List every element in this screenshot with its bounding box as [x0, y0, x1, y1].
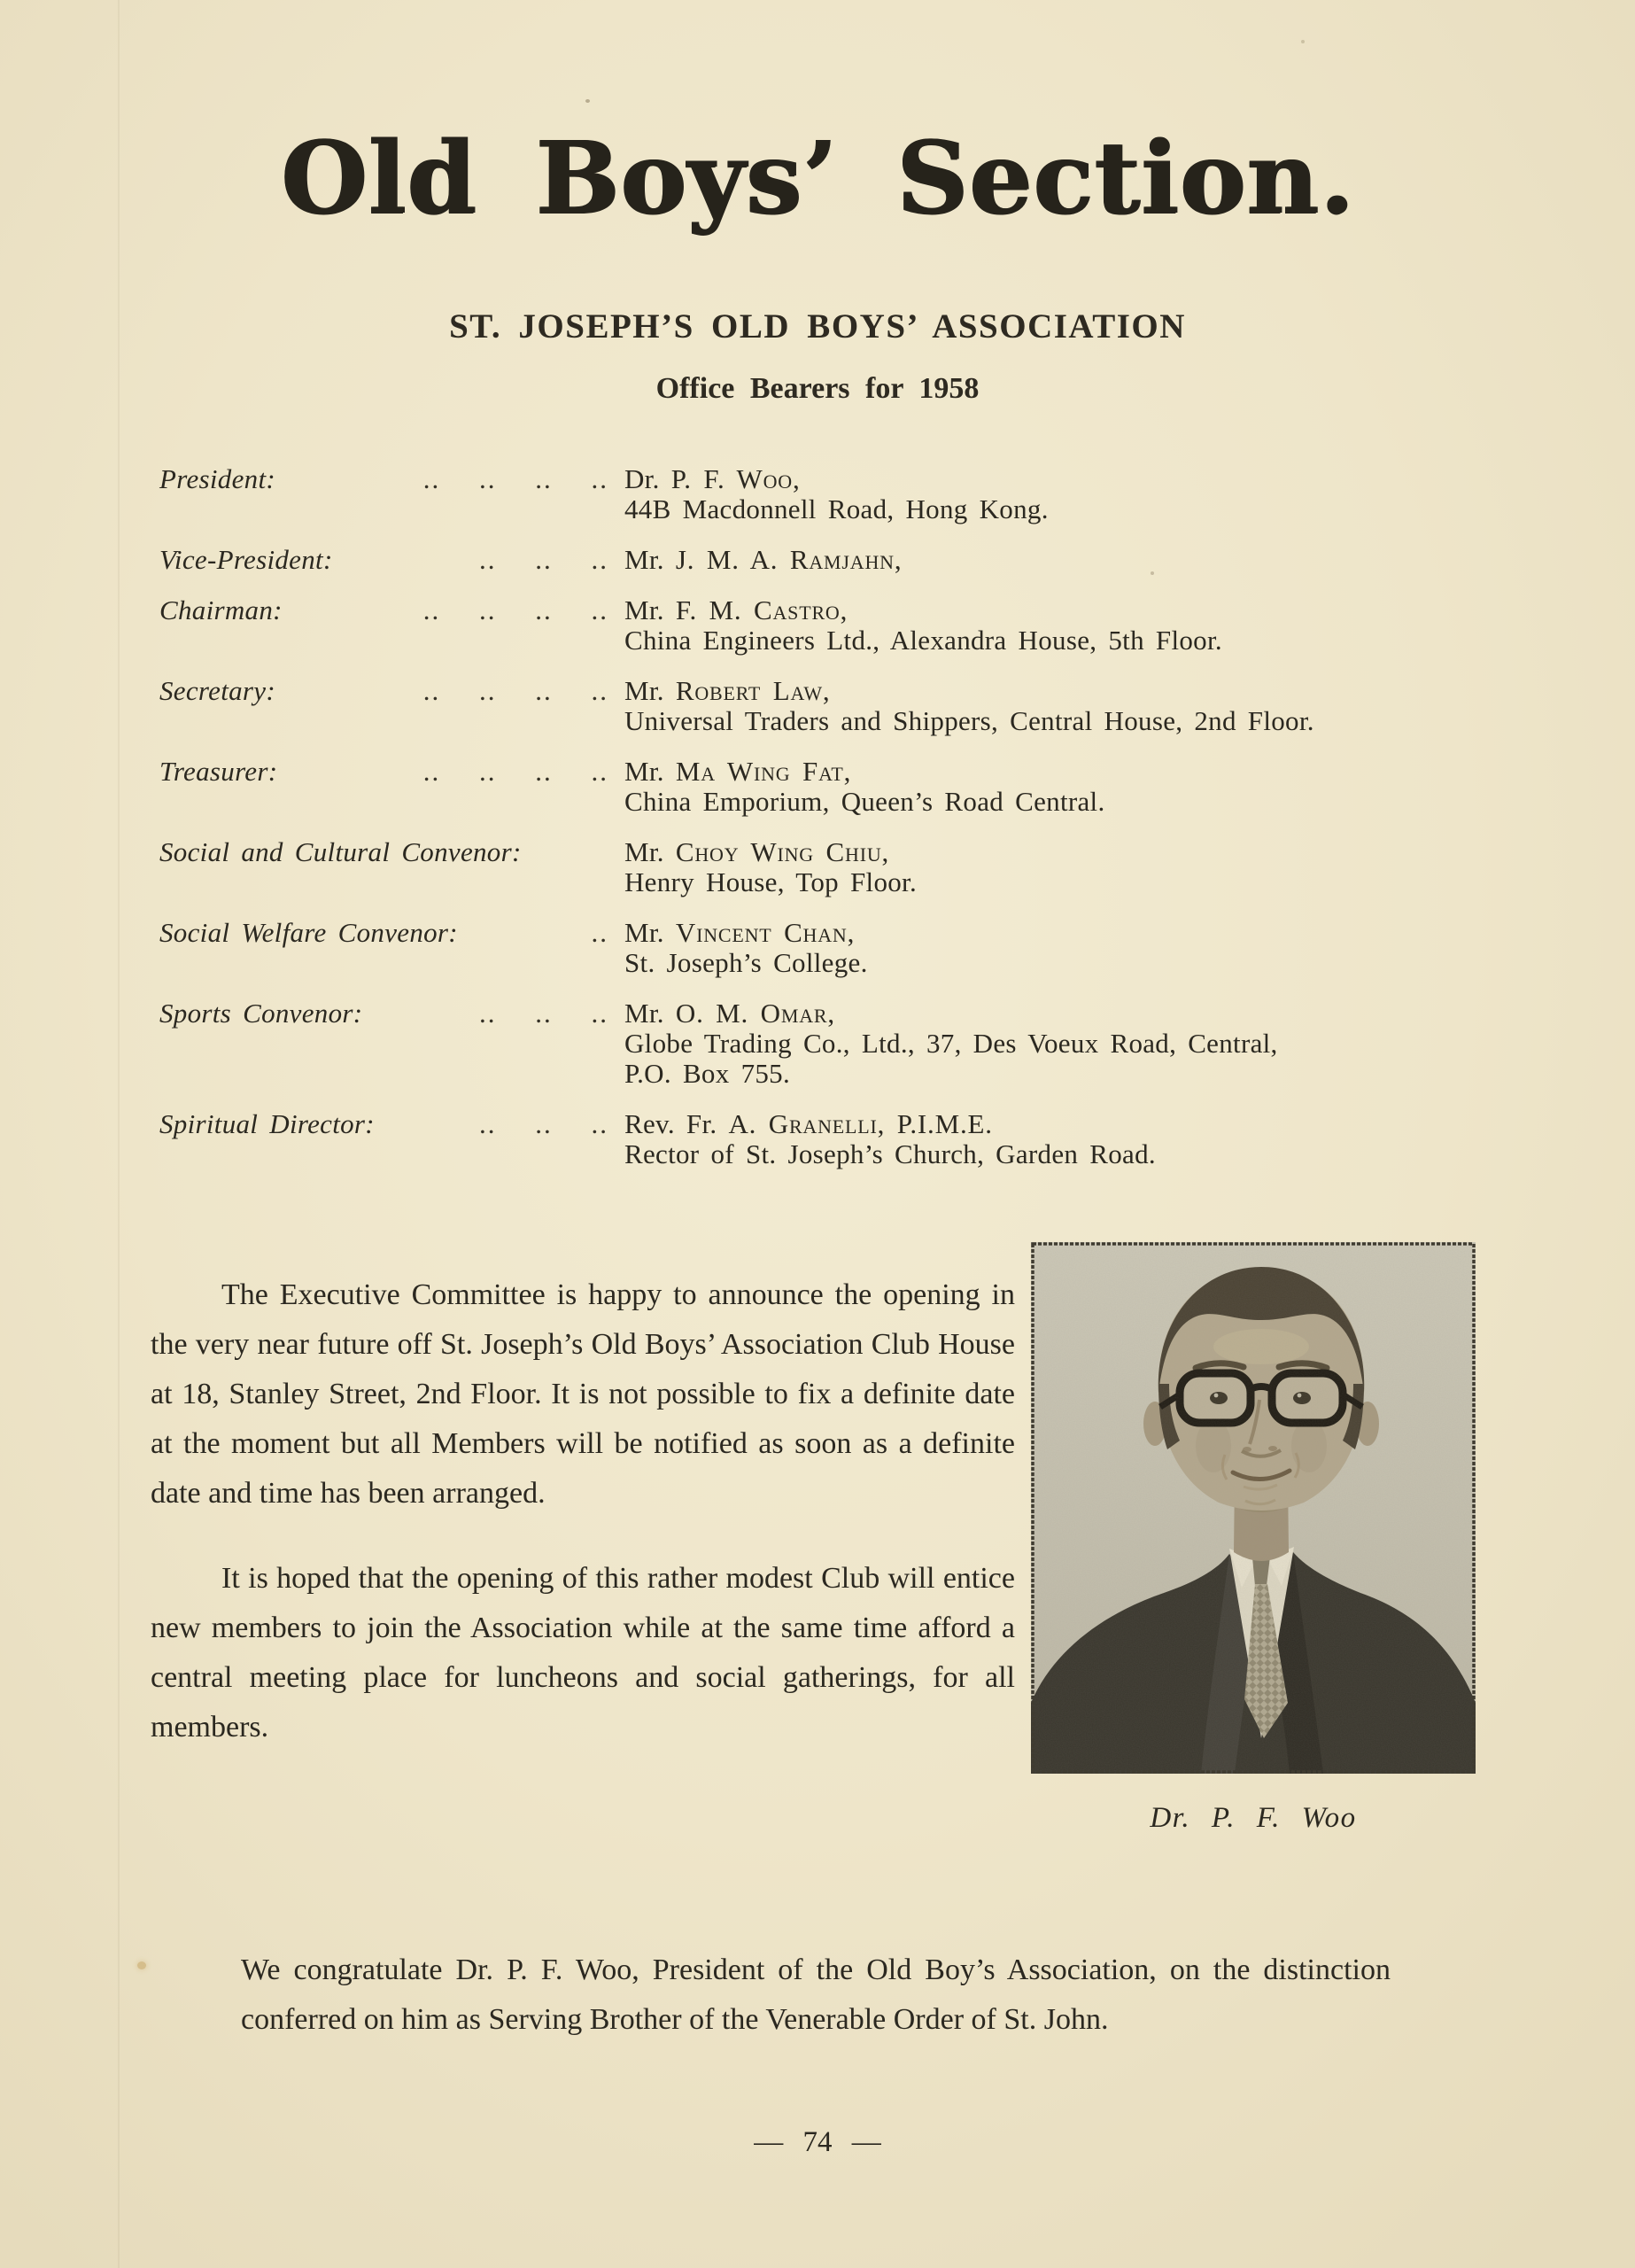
- congratulation-note: We congratulate Dr. P. F. Woo, President of the Old Boy’s Association, on the distinction conferred on him as Serving Brother of the Venerable Order of St. John.: [241, 1953, 1391, 2036]
- dot-leader: ..: [591, 918, 608, 948]
- dot-leader: .. .. .. ..: [422, 595, 608, 625]
- bearer-address: Globe Trading Co., Ltd., 37, Des Voeux Road, Central,: [624, 1028, 1278, 1059]
- bearer-name: Mr. J. M. A. Ramjahn,: [624, 544, 903, 575]
- bearer-row-chairman: [159, 595, 1470, 656]
- dot-leader: .. .. .. ..: [422, 757, 608, 787]
- role-label: Chairman:: [159, 594, 283, 625]
- bearer-address: Universal Traders and Shippers, Central House, 2nd Floor.: [624, 705, 1314, 736]
- bearer-name: Rev. Fr. A. Granelli, P.I.M.E.: [624, 1108, 993, 1139]
- bearer-name: Mr. Vincent Chan,: [624, 917, 856, 948]
- bearer-address: China Engineers Ltd., Alexandra House, 5th Floor.: [624, 625, 1222, 656]
- bearer-address: Rector of St. Joseph’s Church, Garden Road.: [624, 1138, 1156, 1169]
- bearer-row-spiritual-director: [159, 1109, 1470, 1169]
- role-label: Spiritual Director:: [159, 1108, 375, 1139]
- scan-speck: [1301, 40, 1305, 43]
- announcement-column: [151, 1270, 1015, 1788]
- role-label: Vice-President:: [159, 544, 333, 575]
- bearer-address: St. Joseph’s College.: [624, 947, 868, 978]
- bearer-row-vice-president: [159, 545, 1470, 575]
- bearer-name: Mr. Ma Wing Fat,: [624, 756, 852, 787]
- portrait-photo: [1031, 1242, 1476, 1774]
- announcement-paragraph-1: The Executive Committee is happy to announce the opening in the very near future off St. Joseph’s Old Boys’ Association Club House at 18, Stanley Street, 2nd Floor. It is not possible to fix a definite date at the moment but all Members will be notified as soon as a definite date and time has been arranged.: [151, 1278, 1015, 1510]
- bearer-row-president: [159, 464, 1470, 524]
- bearer-address: 44B Macdonnell Road, Hong Kong.: [624, 493, 1049, 524]
- office-bearers-heading: Office Bearers for 1958: [655, 372, 980, 405]
- role-label: President:: [159, 463, 275, 494]
- bearer-row-social-welfare-convenor: [159, 918, 1470, 978]
- page-title: Old Boys’ Section.: [280, 120, 1355, 237]
- scan-speck: [585, 99, 590, 103]
- page-number: — 74 —: [754, 2126, 881, 2158]
- dot-leader: .. .. ..: [479, 1109, 608, 1139]
- role-label: Social and Cultural Convenor:: [159, 836, 522, 867]
- announcement-paragraph-2: It is hoped that the opening of this rather modest Club will entice new members to join the Association while at the same time afford a central meeting place for luncheons and social gatherings, for all members.: [151, 1562, 1015, 1744]
- bearer-name: Mr. O. M. Omar,: [624, 998, 835, 1029]
- scan-speck: [137, 1961, 146, 1969]
- bearer-name: Mr. Robert Law,: [624, 675, 831, 706]
- bearer-row-treasurer: [159, 757, 1470, 817]
- role-label: Social Welfare Convenor:: [159, 917, 458, 948]
- bearer-address: Henry House, Top Floor.: [624, 866, 918, 897]
- association-heading: ST. JOSEPH’S OLD BOYS’ ASSOCIATION: [449, 307, 1186, 346]
- dot-leader: .. .. ..: [479, 545, 608, 575]
- dot-leader: .. .. .. ..: [422, 676, 608, 706]
- dot-leader: .. .. .. ..: [422, 464, 608, 494]
- bearer-row-secretary: [159, 676, 1470, 736]
- portrait-photo-block: [1031, 1242, 1476, 1835]
- role-label: Sports Convenor:: [159, 998, 363, 1029]
- bearer-address: P.O. Box 755.: [624, 1058, 791, 1089]
- role-label: Secretary:: [159, 675, 275, 706]
- dot-leader: .. .. ..: [479, 998, 608, 1029]
- role-label: Treasurer:: [159, 756, 278, 787]
- bearer-name: Dr. P. F. Woo,: [624, 463, 801, 494]
- bearer-address: China Emporium, Queen’s Road Central.: [624, 786, 1105, 817]
- photo-caption: Dr. P. F. Woo: [1150, 1802, 1357, 1834]
- bearer-row-social-cultural-convenor: [159, 837, 1470, 897]
- bearer-name: Mr. F. M. Castro,: [624, 594, 848, 625]
- office-bearers-list: [159, 464, 1470, 1190]
- bearer-row-sports-convenor: [159, 998, 1470, 1089]
- bearer-name: Mr. Choy Wing Chiu,: [624, 836, 890, 867]
